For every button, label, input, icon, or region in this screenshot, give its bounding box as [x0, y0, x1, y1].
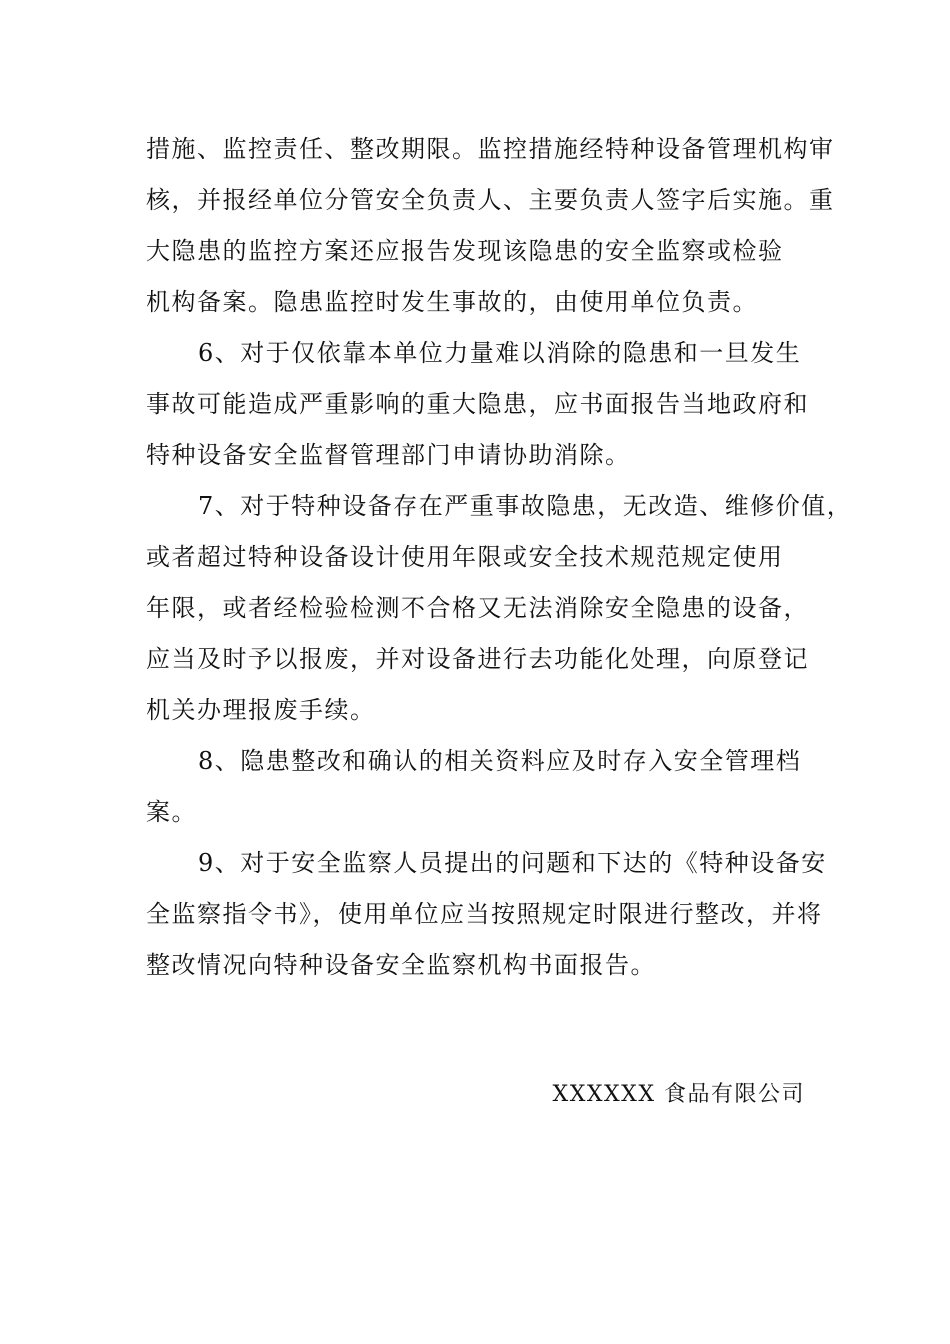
paragraph-continuation: [146, 124, 835, 328]
paragraph-item-6: [146, 328, 809, 481]
paragraph-item-7: [146, 481, 853, 736]
paragraph-line: 或者超过特种设备设计使用年限或安全技术规范规定使用: [146, 543, 784, 571]
paragraph-line: 整改情况向特种设备安全监察机构书面报告。: [146, 951, 656, 979]
paragraph-line: 特种设备安全监督管理部门申请协助消除。: [146, 441, 631, 469]
paragraph-line: 核，并报经单位分管安全负责人、主要负责人签字后实施。重: [146, 186, 835, 214]
paragraph-item-8: [146, 736, 806, 838]
paragraph-line: 年限，或者经检验检测不合格又无法消除安全隐患的设备，: [146, 594, 809, 622]
paragraph-line: 机构备案。隐患监控时发生事故的，由使用单位负责。: [146, 288, 758, 316]
paragraph-line: 措施、监控责任、整改期限。监控措施经特种设备管理机构审: [146, 135, 835, 163]
paragraph-item-9: [146, 838, 827, 991]
paragraph-line: 9、对于安全监察人员提出的问题和下达的《特种设备安: [198, 849, 827, 877]
paragraph-line: 机关办理报废手续。: [146, 696, 376, 724]
paragraph-line: 8、隐患整改和确认的相关资料应及时存入安全管理档: [198, 747, 802, 775]
paragraph-line: 案。: [146, 798, 197, 826]
paragraph-line: 应当及时予以报废，并对设备进行去功能化处理，向原登记: [146, 645, 809, 673]
company-signature: XXXXXX 食品有限公司: [552, 1082, 805, 1107]
paragraph-line: 大隐患的监控方案还应报告发现该隐患的安全监察或检验: [146, 237, 784, 265]
paragraph-line: 全监察指令书》，使用单位应当按照规定时限进行整改，并将: [146, 900, 823, 928]
paragraph-line: 6、对于仅依靠本单位力量难以消除的隐患和一旦发生: [198, 339, 802, 367]
paragraph-line: 7、对于特种设备存在严重事故隐患，无改造、维修价值，: [198, 492, 853, 520]
paragraph-line: 事故可能造成严重影响的重大隐患，应书面报告当地政府和: [146, 390, 809, 418]
